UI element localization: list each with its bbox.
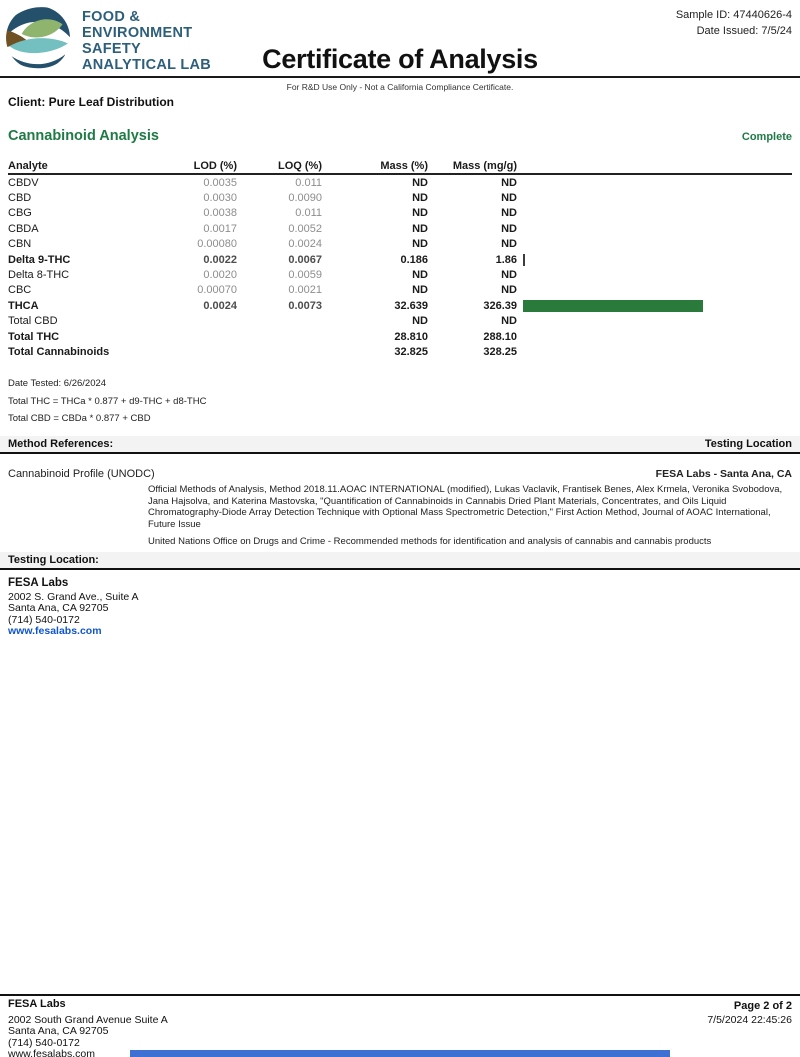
mass-percent-value: 0.186 xyxy=(400,253,428,266)
table-row xyxy=(8,344,792,359)
col-header-mass-pct: Mass (%) xyxy=(380,160,428,172)
method-profile-label: Cannabinoid Profile (UNODC) xyxy=(8,468,155,480)
loq-value: 0.011 xyxy=(295,207,322,220)
loq-value: 0.0059 xyxy=(288,269,322,282)
mass-bar xyxy=(523,254,525,266)
testing-location-label: Testing Location: xyxy=(8,554,99,566)
method-reference-text xyxy=(148,484,798,548)
mass-bar-cell xyxy=(517,284,792,296)
table-row xyxy=(8,283,792,298)
total-thc-formula: Total THC = THCa * 0.877 + d9-THC + d8-THC xyxy=(8,395,207,407)
lab-phone: (714) 540-0172 xyxy=(8,613,80,626)
mass-bar-cell xyxy=(517,192,792,204)
footer-phone: (714) 540-0172 xyxy=(8,1036,80,1049)
mass-bar-cell xyxy=(517,315,792,327)
footer-divider xyxy=(0,994,800,996)
mass-mg-value: 328.25 xyxy=(483,345,517,358)
mass-bar-cell xyxy=(517,269,792,281)
logo-line: ANALYTICAL LAB xyxy=(82,57,212,73)
analyte-name: CBDA xyxy=(8,222,39,235)
loq-value: 0.0021 xyxy=(288,284,322,297)
analyte-name: CBC xyxy=(8,284,32,297)
mass-mg-value: ND xyxy=(501,315,517,328)
analyte-name: CBDV xyxy=(8,176,39,189)
section-title: Cannabinoid Analysis xyxy=(8,128,159,144)
table-row xyxy=(8,298,792,313)
footer-lab-info xyxy=(8,999,168,1057)
footer-lab-name: FESA Labs xyxy=(8,998,66,1010)
mass-mg-value: ND xyxy=(501,284,517,297)
lod-value: 0.0038 xyxy=(203,207,237,220)
table-row xyxy=(8,267,792,282)
status-badge: Complete xyxy=(741,131,792,143)
mass-mg-value: ND xyxy=(501,207,517,220)
lod-value: 0.0030 xyxy=(203,192,237,205)
mass-percent-value: 32.825 xyxy=(394,345,428,358)
print-timestamp: 7/5/2024 22:45:26 xyxy=(707,1014,792,1026)
mass-bar-cell xyxy=(517,331,792,343)
total-cbd-formula: Total CBD = CBDa * 0.877 + CBD xyxy=(8,413,151,424)
date-issued: Date Issued: 7/5/24 xyxy=(696,25,792,37)
testing-location-column-label: Testing Location xyxy=(704,438,792,450)
mass-percent-value: ND xyxy=(412,222,428,235)
loq-value: 0.0052 xyxy=(288,222,322,235)
analyte-name: CBD xyxy=(8,192,32,205)
method-paragraph-unodc: United Nations Office on Drugs and Crime - Recommended methods for identification and analysis of cannabis and cannabis products xyxy=(148,536,712,547)
footer-city: Santa Ana, CA 92705 xyxy=(8,1025,109,1037)
compliance-disclaimer: For R&D Use Only - Not a California Compliance Certificate. xyxy=(286,82,514,92)
mass-bar-cell xyxy=(517,346,792,358)
lod-value: 0.0022 xyxy=(203,253,237,266)
bottom-scroll-bar[interactable] xyxy=(130,1050,670,1057)
lod-value: 0.00080 xyxy=(197,238,237,251)
lod-value: 0.0017 xyxy=(203,222,237,235)
table-row xyxy=(8,175,792,190)
mass-percent-value: 28.810 xyxy=(394,330,428,343)
table-row xyxy=(8,329,792,344)
mass-mg-value: ND xyxy=(501,222,517,235)
testing-location-address xyxy=(8,578,139,638)
client-name: Client: Pure Leaf Distribution xyxy=(8,95,175,109)
loq-value: 0.0024 xyxy=(288,238,322,251)
logo-line: ENVIRONMENT xyxy=(82,25,193,41)
table-row xyxy=(8,221,792,236)
page-number: Page 2 of 2 xyxy=(733,1000,792,1012)
mass-percent-value: ND xyxy=(412,284,428,297)
page-title: Certificate of Analysis xyxy=(262,44,538,74)
analyte-name: Total THC xyxy=(8,330,60,343)
table-row xyxy=(8,237,792,252)
mass-bar xyxy=(523,300,703,312)
mass-bar-cell xyxy=(517,254,792,266)
col-header-mass-mg: Mass (mg/g) xyxy=(452,160,517,172)
loq-value: 0.0067 xyxy=(288,253,322,266)
footer-street: 2002 South Grand Avenue Suite A xyxy=(8,1013,168,1026)
lab-street: 2002 S. Grand Ave., Suite A xyxy=(8,590,139,603)
cannabinoid-table xyxy=(8,159,792,360)
mass-mg-value: ND xyxy=(501,192,517,205)
col-header-lod: LOD (%) xyxy=(193,160,237,172)
mass-percent-value: ND xyxy=(412,269,428,282)
mass-percent-value: ND xyxy=(412,176,428,189)
analyte-name: CBG xyxy=(8,207,32,220)
mass-bar-cell xyxy=(517,300,792,312)
footer-website: www.fesalabs.com xyxy=(8,1048,95,1057)
mass-mg-value: ND xyxy=(501,176,517,189)
table-row xyxy=(8,206,792,221)
loq-value: 0.0073 xyxy=(288,299,322,312)
lab-name: FESA Labs xyxy=(8,577,69,589)
analyte-name: Total CBD xyxy=(8,315,58,328)
mass-percent-value: ND xyxy=(412,192,428,205)
mass-bar-cell xyxy=(517,223,792,235)
footer-page-info xyxy=(707,999,792,1027)
mass-mg-value: 1.86 xyxy=(495,253,517,266)
col-header-loq: LOQ (%) xyxy=(278,160,322,172)
table-row xyxy=(8,252,792,267)
mass-bar-cell xyxy=(517,238,792,250)
table-row xyxy=(8,314,792,329)
analyte-name: Total Cannabinoids xyxy=(8,345,110,358)
analyte-name: CBN xyxy=(8,238,32,251)
method-references-band xyxy=(0,436,800,454)
table-row xyxy=(8,190,792,205)
method-testing-location: FESA Labs - Santa Ana, CA xyxy=(655,468,792,480)
sample-id: Sample ID: 47440626-4 xyxy=(675,9,792,21)
loq-value: 0.0090 xyxy=(288,192,322,205)
mass-bar-cell xyxy=(517,207,792,219)
mass-percent-value: ND xyxy=(412,207,428,220)
col-header-analyte: Analyte xyxy=(8,160,48,172)
date-tested: Date Tested: 6/26/2024 xyxy=(8,378,107,389)
mass-percent-value: 32.639 xyxy=(394,299,428,312)
logo-line: FOOD & xyxy=(82,9,141,25)
lab-website-link[interactable]: www.fesalabs.com xyxy=(8,625,102,637)
analyte-name: THCA xyxy=(8,299,39,312)
mass-mg-value: ND xyxy=(501,238,517,251)
lab-city: Santa Ana, CA 92705 xyxy=(8,602,109,614)
testing-location-band xyxy=(0,552,800,570)
mass-percent-value: ND xyxy=(412,315,428,328)
analysis-notes xyxy=(8,378,206,431)
mass-mg-value: 326.39 xyxy=(483,299,517,312)
lod-value: 0.0020 xyxy=(203,269,237,282)
mass-mg-value: ND xyxy=(501,269,517,282)
lod-value: 0.00070 xyxy=(197,284,237,297)
mass-percent-value: ND xyxy=(412,238,428,251)
table-header-row xyxy=(8,159,792,175)
header-divider xyxy=(0,76,800,78)
logo-line: SAFETY xyxy=(82,41,141,57)
table-body xyxy=(8,175,792,360)
analyte-name: Delta 8-THC xyxy=(8,269,70,282)
mass-bar-cell xyxy=(517,177,792,189)
lod-value: 0.0024 xyxy=(203,299,237,312)
mass-mg-value: 288.10 xyxy=(483,330,517,343)
method-paragraph-aoac: Official Methods of Analysis, Method 2018.11.AOAC INTERNATIONAL (modified), Lukas Vaclavik, Frantisek Benes, Alex Krmela, Veronika Svobodova, Jana Hajsolva, and Katerina Mastovska, "Quantification of Cannabinoids in Cannabis Dried Plant Materials, Concentrates, and Oils Liquid Chromatography-Diode Array Detection Technique with Optional Mass Spectrometric Detection," First Action Method, Journal of AOAC International, Future Issue xyxy=(148,484,783,530)
method-references-label: Method References: xyxy=(8,438,114,450)
loq-value: 0.011 xyxy=(295,176,322,189)
analyte-name: Delta 9-THC xyxy=(8,253,71,266)
lod-value: 0.0035 xyxy=(203,176,237,189)
